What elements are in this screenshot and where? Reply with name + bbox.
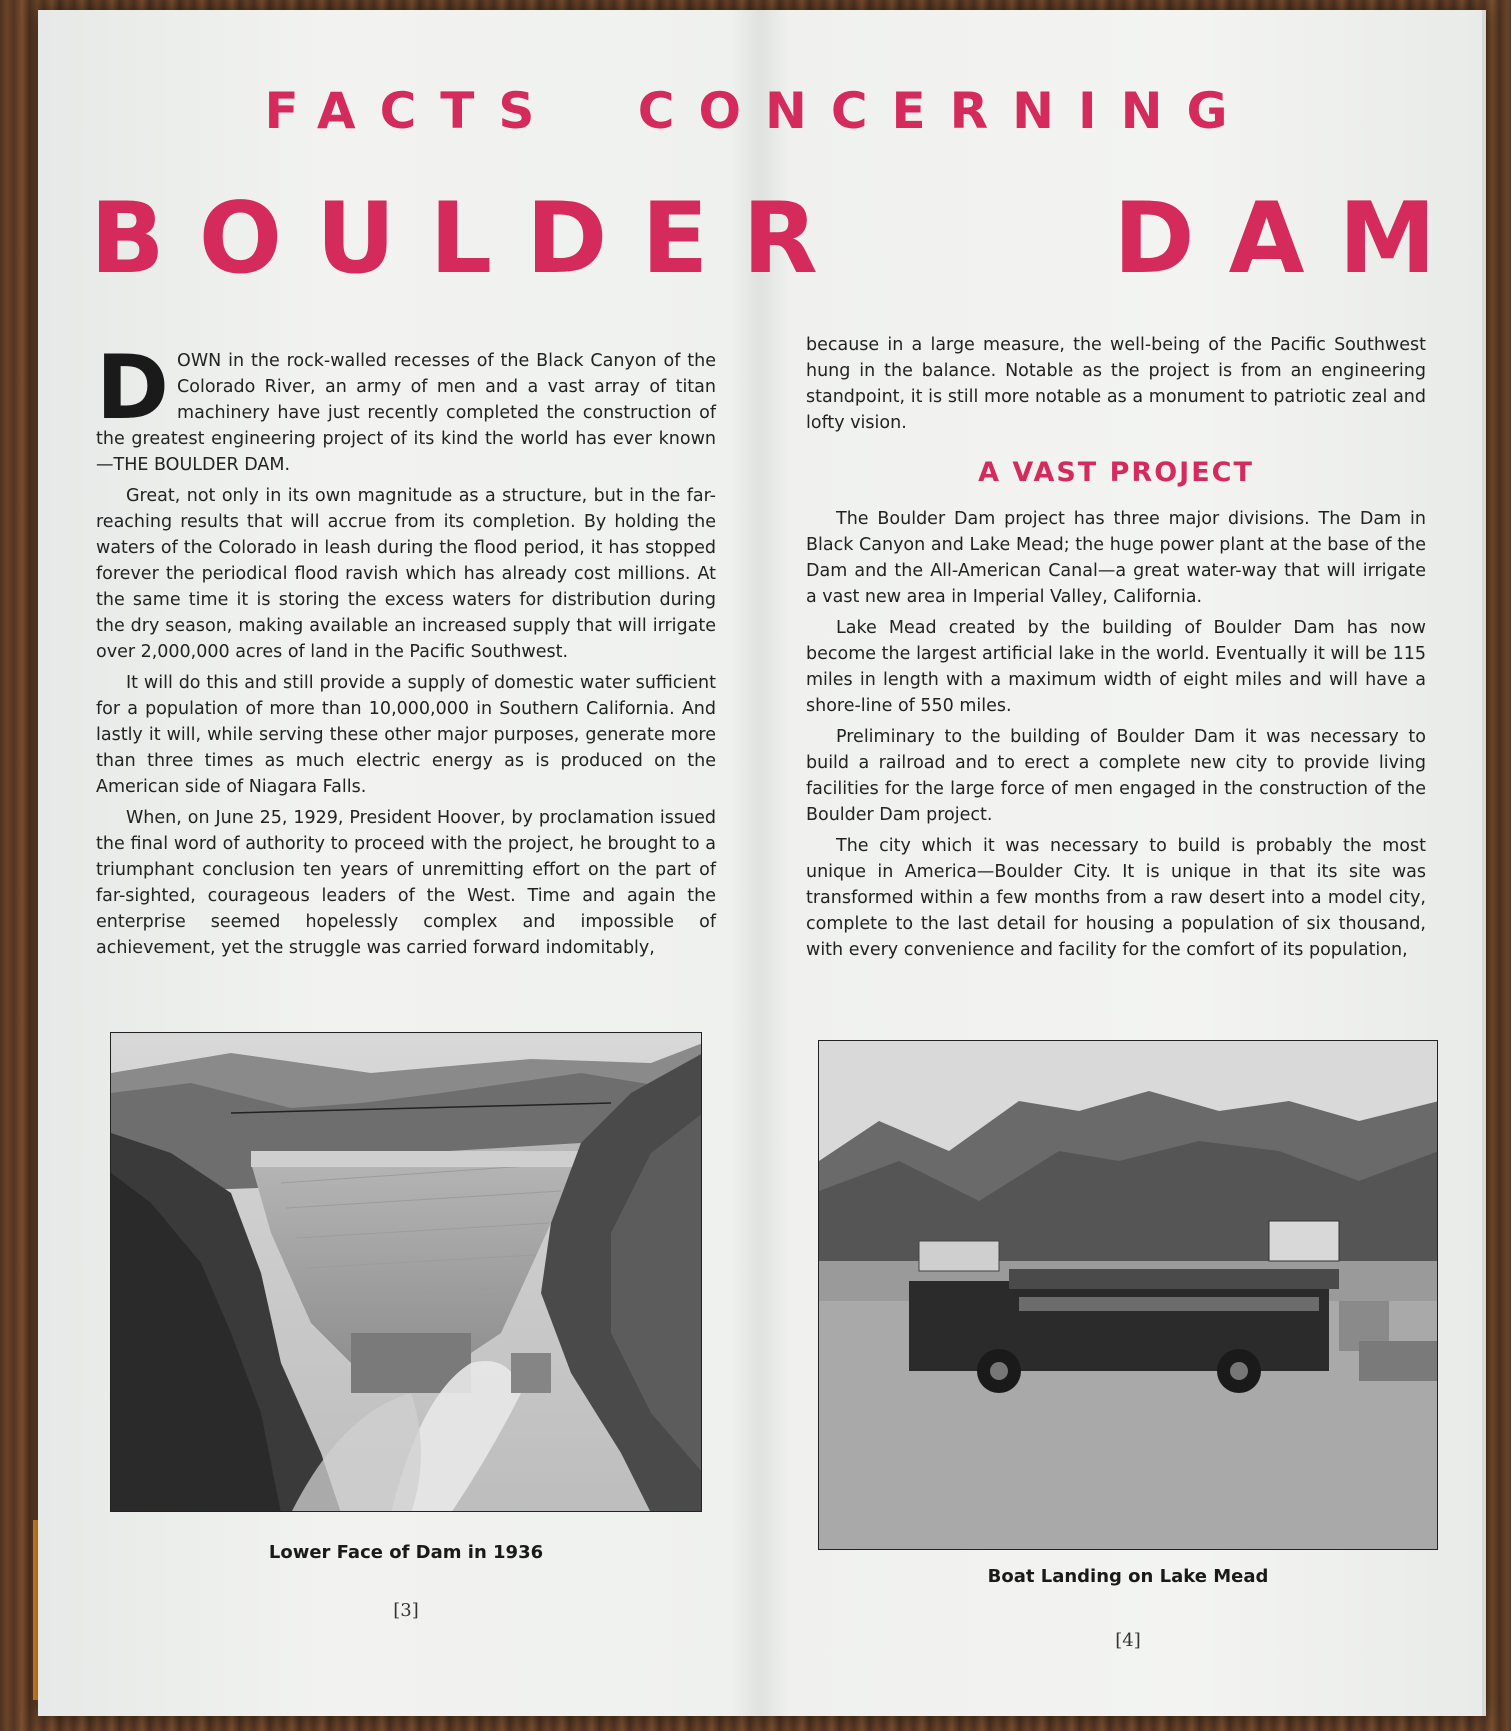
paragraph-text: OWN in the rock-walled recesses of the Black Canyon of the Colorado River, an army of men and a vast array of titan machinery have just recently completed the construction of the greatest engineering project of its kind the world has ever known—THE BOULDER DAM.: [96, 351, 716, 475]
page-number-right: [4]: [1115, 1630, 1141, 1651]
drop-cap: D: [96, 336, 170, 439]
paragraph: When, on June 25, 1929, President Hoover, by proclamation issued the final word of authority to proceed with the project, he brought to a triumphant conclusion ten years of unremitting effort on the part of far-sighted, courageous leaders of the West. Time and again the enterprise seemed hopelessly complex and impossible of achievement, yet the struggle was carried forward indomitably,: [96, 808, 716, 958]
right-photo-caption: Boat Landing on Lake Mead: [987, 1566, 1269, 1587]
brochure-spread: [38, 10, 1486, 1716]
page-number-left: [3]: [393, 1600, 419, 1621]
dam-photo-image: [111, 1033, 702, 1512]
heading-boulder-dam: [90, 182, 1470, 296]
boat-landing-photo: [818, 1040, 1438, 1550]
paragraph: It will do this and still provide a supply of domestic water sufficient for a population of more than 10,000,000 in Southern California. And lastly it will, while serving these other major purposes, generate more than three times as much electric energy as is produced on the American side of Niagara Falls.: [96, 673, 716, 797]
boat-landing-photo-image: [819, 1041, 1438, 1550]
left-photo-caption: Lower Face of Dam in 1936: [268, 1542, 544, 1563]
paragraph: Great, not only in its own magnitude as a structure, but in the far-reaching results that will accrue from its completion. By holding the waters of the Colorado in leash during the flood period, it has stopped forever the periodical flood ravish which has already cost millions. At the same time it is storing the excess waters for distribution during the dry season, making available an increased supply that will irrigate over 2,000,000 acres of land in the Pacific Southwest.: [96, 486, 716, 662]
left-column: [96, 336, 716, 966]
right-column: [806, 332, 1426, 968]
paragraph: because in a large measure, the well-being of the Pacific Southwest hung in the balance. Notable as the project is from an engineering standpoint, it is still more notable as a monument to patriotic zeal and lofty vision.: [806, 335, 1426, 433]
heading-boulder: BOULDER: [90, 182, 852, 296]
heading-dam: DAM: [1113, 182, 1470, 296]
paragraph: Preliminary to the building of Boulder Dam it was necessary to build a railroad and to erect a complete new city to provide living facilities for the large force of men engaged in the construction of the Boulder Dam project.: [806, 727, 1426, 825]
paragraph: Lake Mead created by the building of Boulder Dam has now become the largest artificial lake in the world. Eventually it will be 115 miles in length with a maximum width of eight miles and will have a shore-line of 550 miles.: [806, 618, 1426, 716]
heading-facts-concerning: FACTS CONCERNING: [264, 82, 1252, 140]
paragraph: The Boulder Dam project has three major divisions. The Dam in Black Canyon and Lake Mead; the huge power plant at the base of the Dam and the All-American Canal—a great water-way that will irrigate a vast new area in Imperial Valley, California.: [806, 509, 1426, 607]
dam-photo: [110, 1032, 702, 1512]
paragraph: [96, 336, 716, 478]
subheading: A VAST PROJECT: [978, 457, 1254, 488]
paragraph: The city which it was necessary to build is probably the most unique in America—Boulder City. It is unique in that its site was transformed within a few months from a raw desert into a model city, complete to the last detail for housing a population of six thousand, with every convenience and facility for the comfort of its population,: [806, 836, 1426, 960]
